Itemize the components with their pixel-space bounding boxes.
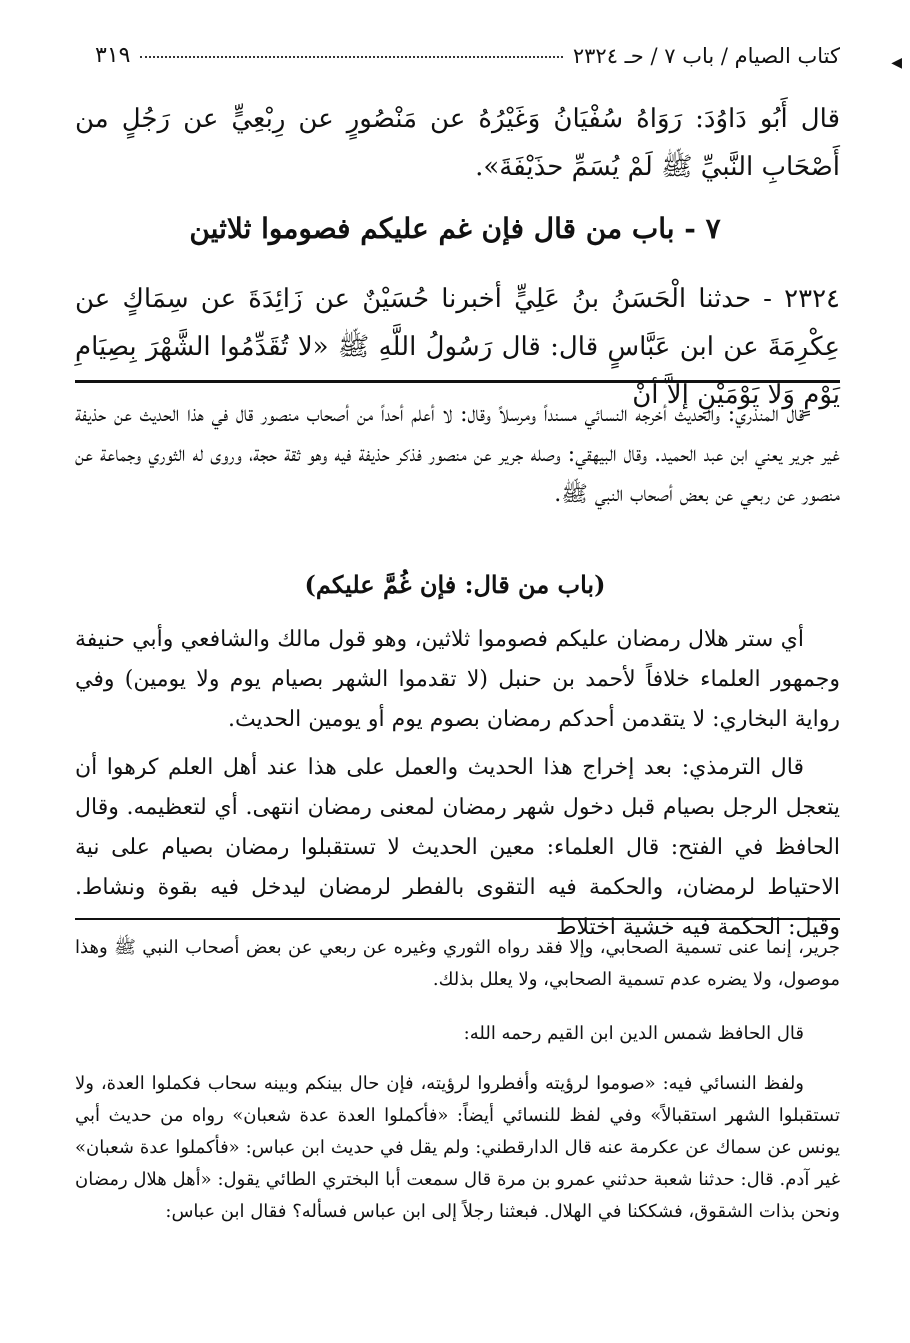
edge-mark-icon: ◀ xyxy=(891,55,902,71)
running-title: كتاب الصيام / باب ٧ / حـ ٢٣٢٤ xyxy=(572,44,840,68)
page-header xyxy=(95,28,840,68)
note-paragraph-2: ولفظ النسائي فيه: «صوموا لرؤيته وأفطروا لرؤيته، فإن حال بينكم وبينه سحاب فكملوا العدة، ولا تستقبلوا الشهر استقبالاً» وفي لفظ للنسائي أيضاً: «فأكملوا العدة عدة شعبان» رواه من حديث أبي يونس عن سماك عن عكرمة عنه قال الدارقطني: ولم يقل في حديث ابن عباس: «فأكملوا عدة شعبان» غير آدم. قال: حدثنا شعبة حدثني عمرو بن مرة قال سمعت أبا البختري الطائي يقول: «أهل هلال رمضان ونحن بذات الشقوق، فشككنا في الهلال. فبعثنا رجلاً إلى ابن عباس فسأله؟ فقال ابن عباس: xyxy=(75,1073,840,1222)
commentary-paragraph-1: أي ستر هلال رمضان عليكم فصوموا ثلاثين، وهو قول مالك والشافعي وأبي حنيفة وجمهور العلماء خلافاً لأحمد بن حنبل (لا تقدموا الشهر بصيام يوم ولا يومين) وفي رواية البخاري: لا يتقدمن أحدكم رمضان بصوم يوم أو يومين الحديث. xyxy=(75,627,840,732)
commentary-paragraph-2: قال الترمذي: بعد إخراج هذا الحديث والعمل على هذا عند أهل العلم كرهوا أن يتعجل الرجل بصيام قبل دخول شهر رمضان لمعنى رمضان انتهى. أي لتعظيمه. وقال الحافظ في الفتح: قال العلماء: معين الحديث لا تستقبلوا رمضان بصيام على نية الاحتياط لرمضان، والحكمة فيه التقوى بالفطر لرمضان ليدخل فيه بقوة ونشاط. وقيل: الحكمة فيه خشية اختلاط xyxy=(75,755,840,940)
note-ibn-qayyim: قال الحافظ شمس الدين ابن القيم رحمه الله: xyxy=(463,1023,804,1044)
abu-dawud-note: قال أَبُو دَاوُدَ: رَوَاهُ سُفْيَانُ وَغَيْرُهُ عن مَنْصُورٍ عن رِبْعِيٍّ عن رَجُلٍ من أَصْحَابِ النَّبيِّ ﷺ لَمْ يُسَمِّ حذَيْفَةَ». xyxy=(75,104,840,182)
chapter-heading: ٧ - باب من قال فإن غم عليكم فصوموا ثلاثين xyxy=(189,212,721,245)
commentary-subheading: (باب من قال: فإن غُمَّ عليكم) xyxy=(304,570,606,599)
hadith-text: ٢٣٢٤ - حدثنا الْحَسَنُ بنُ عَلِيٍّ أخبرنا حُسَيْنٌ عن زَائِدَةَ عن سِمَاكٍ عن عِكْرِمَةَ عن ابن عَبَّاسٍ قال: قال رَسُولُ اللَّهِ ﷺ «لا تُقَدِّمُوا الشَّهْرَ بِصِيَامِ يَوْمٍ وَلا يَوْمَيْنِ إلاَّ أنْ xyxy=(75,284,840,410)
footnote-divider xyxy=(75,918,840,920)
section-divider xyxy=(75,380,840,383)
commentary-mundhiri: قال المنذري: والحديث أخرجه النسائي مسنداً ومرسلاً وقال: لا أعلم أحداً من أصحاب منصور قال في هذا الحديث عن حذيفة غير جرير يعني ابن عبد الحميد. وقال البيهقي: وصله جرير عن منصور فذكر حذيفة فيه وهو ثقة حجة، وروى له الثوري وجماعة عن منصور عن ربعي عن بعض أصحاب النبي ﷺ. xyxy=(75,402,840,507)
header-dot-leader xyxy=(140,56,562,58)
page-number: ٣١٩ xyxy=(95,43,131,68)
note-paragraph-1: جرير، إنما عنى تسمية الصحابي، وإلا فقد رواه الثوري وغيره عن ربعي عن بعض أصحاب النبي ﷺ وهذا موصول، ولا يضره عدم تسمية الصحابي، ولا يعلل بذلك. xyxy=(75,937,840,990)
